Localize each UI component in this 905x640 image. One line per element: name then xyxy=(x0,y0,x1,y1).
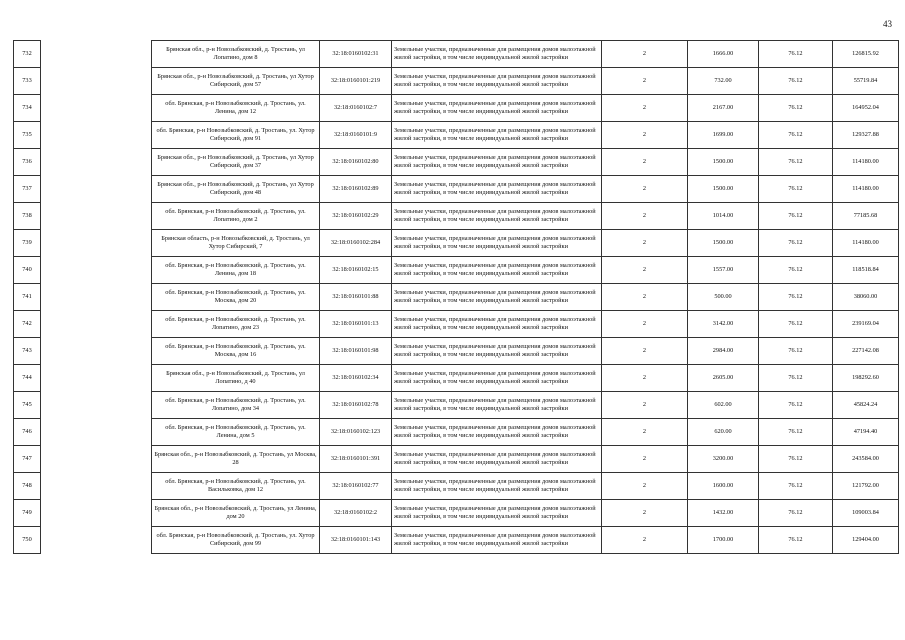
rate-cell: 76.12 xyxy=(759,149,833,176)
cadastral-number-cell: 32:18:0160102:80 xyxy=(320,149,392,176)
table-row xyxy=(14,473,899,500)
table-row xyxy=(14,284,899,311)
address-cell: Брянская обл., р-н Новозыбковский, д. Тростань, ул Лопатино, дом 8 xyxy=(152,41,320,68)
category-cell: 2 xyxy=(602,203,688,230)
land-use-cell: Земельные участки, предназначенные для размещения домов малоэтажной жилой застройки, в том числе индивидуальной жилой застройки xyxy=(392,365,602,392)
category-cell: 2 xyxy=(602,176,688,203)
row-number: 744 xyxy=(14,365,41,392)
spacer-cell xyxy=(41,473,152,500)
land-use-cell: Земельные участки, предназначенные для размещения домов малоэтажной жилой застройки, в том числе индивидуальной жилой застройки xyxy=(392,176,602,203)
table-row xyxy=(14,500,899,527)
category-cell: 2 xyxy=(602,527,688,554)
category-cell: 2 xyxy=(602,338,688,365)
cadastral-number-cell: 32:18:0160102:7 xyxy=(320,95,392,122)
rate-cell: 76.12 xyxy=(759,122,833,149)
land-use-cell: Земельные участки, предназначенные для размещения домов малоэтажной жилой застройки, в том числе индивидуальной жилой застройки xyxy=(392,230,602,257)
cadastral-value-cell: 47194.40 xyxy=(833,419,899,446)
row-number: 747 xyxy=(14,446,41,473)
area-cell: 1700.00 xyxy=(688,527,759,554)
area-cell: 2167.00 xyxy=(688,95,759,122)
spacer-cell xyxy=(41,122,152,149)
category-cell: 2 xyxy=(602,419,688,446)
row-number: 748 xyxy=(14,473,41,500)
rate-cell: 76.12 xyxy=(759,365,833,392)
land-use-cell: Земельные участки, предназначенные для размещения домов малоэтажной жилой застройки, в том числе индивидуальной жилой застройки xyxy=(392,284,602,311)
rate-cell: 76.12 xyxy=(759,473,833,500)
cadastral-number-cell: 32:18:0160101:9 xyxy=(320,122,392,149)
table-row xyxy=(14,176,899,203)
row-number: 734 xyxy=(14,95,41,122)
spacer-cell xyxy=(41,176,152,203)
cadastral-value-cell: 55719.84 xyxy=(833,68,899,95)
cadastral-number-cell: 32:18:0160102:31 xyxy=(320,41,392,68)
spacer-cell xyxy=(41,230,152,257)
cadastral-number-cell: 32:18:0160102:34 xyxy=(320,365,392,392)
table-row xyxy=(14,527,899,554)
area-cell: 602.00 xyxy=(688,392,759,419)
cadastral-number-cell: 32:18:0160102:29 xyxy=(320,203,392,230)
rate-cell: 76.12 xyxy=(759,311,833,338)
address-cell: обл. Брянская, р-н Новозыбковский, д. Тростань, ул. Лопатино, дом 2 xyxy=(152,203,320,230)
row-number: 736 xyxy=(14,149,41,176)
category-cell: 2 xyxy=(602,68,688,95)
spacer-cell xyxy=(41,527,152,554)
area-cell: 2605.00 xyxy=(688,365,759,392)
spacer-cell xyxy=(41,284,152,311)
address-cell: Брянская обл., р-н Новозыбковский, д. Тростань, ул Хутор Сибирский, дом 37 xyxy=(152,149,320,176)
rate-cell: 76.12 xyxy=(759,500,833,527)
table-row xyxy=(14,338,899,365)
land-registry-table xyxy=(13,40,899,554)
row-number: 739 xyxy=(14,230,41,257)
cadastral-value-cell: 239169.04 xyxy=(833,311,899,338)
table-row xyxy=(14,149,899,176)
rate-cell: 76.12 xyxy=(759,338,833,365)
land-use-cell: Земельные участки, предназначенные для размещения домов малоэтажной жилой застройки, в том числе индивидуальной жилой застройки xyxy=(392,338,602,365)
area-cell: 3200.00 xyxy=(688,446,759,473)
cadastral-number-cell: 32:18:0160102:89 xyxy=(320,176,392,203)
category-cell: 2 xyxy=(602,284,688,311)
area-cell: 732.00 xyxy=(688,68,759,95)
spacer-cell xyxy=(41,41,152,68)
cadastral-number-cell: 32:18:0160101:143 xyxy=(320,527,392,554)
category-cell: 2 xyxy=(602,473,688,500)
area-cell: 2984.00 xyxy=(688,338,759,365)
spacer-cell xyxy=(41,257,152,284)
cadastral-number-cell: 32:18:0160101:219 xyxy=(320,68,392,95)
category-cell: 2 xyxy=(602,365,688,392)
cadastral-value-cell: 118518.84 xyxy=(833,257,899,284)
rate-cell: 76.12 xyxy=(759,41,833,68)
row-number: 733 xyxy=(14,68,41,95)
row-number: 742 xyxy=(14,311,41,338)
spacer-cell xyxy=(41,500,152,527)
area-cell: 1500.00 xyxy=(688,149,759,176)
table-row xyxy=(14,311,899,338)
land-use-cell: Земельные участки, предназначенные для размещения домов малоэтажной жилой застройки, в том числе индивидуальной жилой застройки xyxy=(392,500,602,527)
address-cell: обл. Брянская, р-н Новозыбковский, д. Тростань, ул. Ленина, дом 5 xyxy=(152,419,320,446)
category-cell: 2 xyxy=(602,149,688,176)
area-cell: 3142.00 xyxy=(688,311,759,338)
area-cell: 1557.00 xyxy=(688,257,759,284)
spacer-cell xyxy=(41,149,152,176)
area-cell: 1666.00 xyxy=(688,41,759,68)
cadastral-value-cell: 114180.00 xyxy=(833,149,899,176)
cadastral-number-cell: 32:18:0160102:77 xyxy=(320,473,392,500)
land-use-cell: Земельные участки, предназначенные для размещения домов малоэтажной жилой застройки, в том числе индивидуальной жилой застройки xyxy=(392,419,602,446)
category-cell: 2 xyxy=(602,95,688,122)
table-row xyxy=(14,68,899,95)
cadastral-value-cell: 77185.68 xyxy=(833,203,899,230)
spacer-cell xyxy=(41,338,152,365)
area-cell: 1500.00 xyxy=(688,230,759,257)
cadastral-number-cell: 32:18:0160102:123 xyxy=(320,419,392,446)
rate-cell: 76.12 xyxy=(759,527,833,554)
spacer-cell xyxy=(41,392,152,419)
area-cell: 500.00 xyxy=(688,284,759,311)
cadastral-value-cell: 129327.88 xyxy=(833,122,899,149)
rate-cell: 76.12 xyxy=(759,68,833,95)
row-number: 732 xyxy=(14,41,41,68)
address-cell: обл. Брянская, р-н Новозыбковский, д. Тростань, ул. Ленина, дом 12 xyxy=(152,95,320,122)
address-cell: обл. Брянская, р-н Новозыбковский, д. Тростань, ул. Лопатино, дом 34 xyxy=(152,392,320,419)
area-cell: 1699.00 xyxy=(688,122,759,149)
row-number: 737 xyxy=(14,176,41,203)
rate-cell: 76.12 xyxy=(759,176,833,203)
cadastral-number-cell: 32:18:0160101:13 xyxy=(320,311,392,338)
address-cell: Брянская обл., р-н Новозыбковский, д. Тростань, ул Москва, 28 xyxy=(152,446,320,473)
spacer-cell xyxy=(41,68,152,95)
cadastral-value-cell: 164952.04 xyxy=(833,95,899,122)
spacer-cell xyxy=(41,446,152,473)
table-row xyxy=(14,392,899,419)
row-number: 738 xyxy=(14,203,41,230)
land-use-cell: Земельные участки, предназначенные для размещения домов малоэтажной жилой застройки, в том числе индивидуальной жилой застройки xyxy=(392,257,602,284)
category-cell: 2 xyxy=(602,311,688,338)
cadastral-value-cell: 243584.00 xyxy=(833,446,899,473)
cadastral-value-cell: 45824.24 xyxy=(833,392,899,419)
category-cell: 2 xyxy=(602,446,688,473)
category-cell: 2 xyxy=(602,122,688,149)
address-cell: Брянская обл., р-н Новозыбковский, д. Тростань, ул Ленина, дом 20 xyxy=(152,500,320,527)
spacer-cell xyxy=(41,365,152,392)
address-cell: обл. Брянская, р-н Новозыбковский, д. Тростань, ул. Москва, дом 16 xyxy=(152,338,320,365)
cadastral-value-cell: 109003.84 xyxy=(833,500,899,527)
land-use-cell: Земельные участки, предназначенные для размещения домов малоэтажной жилой застройки, в том числе индивидуальной жилой застройки xyxy=(392,149,602,176)
address-cell: обл. Брянская, р-н Новозыбковский, д. Тростань, ул. Ленина, дом 18 xyxy=(152,257,320,284)
area-cell: 620.00 xyxy=(688,419,759,446)
cadastral-value-cell: 129404.00 xyxy=(833,527,899,554)
address-cell: обл. Брянская, р-н Новозыбковский, д. Тростань, ул. Лопатино, дом 23 xyxy=(152,311,320,338)
table-row xyxy=(14,41,899,68)
row-number: 746 xyxy=(14,419,41,446)
cadastral-value-cell: 227142.08 xyxy=(833,338,899,365)
table-row xyxy=(14,230,899,257)
address-cell: Брянская обл., р-н Новозыбковский, д. Тростань, ул Хутор Сибирский, дом 57 xyxy=(152,68,320,95)
land-use-cell: Земельные участки, предназначенные для размещения домов малоэтажной жилой застройки, в том числе индивидуальной жилой застройки xyxy=(392,392,602,419)
rate-cell: 76.12 xyxy=(759,419,833,446)
category-cell: 2 xyxy=(602,230,688,257)
row-number: 741 xyxy=(14,284,41,311)
land-use-cell: Земельные участки, предназначенные для размещения домов малоэтажной жилой застройки, в том числе индивидуальной жилой застройки xyxy=(392,527,602,554)
row-number: 750 xyxy=(14,527,41,554)
category-cell: 2 xyxy=(602,500,688,527)
cadastral-value-cell: 126815.92 xyxy=(833,41,899,68)
cadastral-number-cell: 32:18:0160101:88 xyxy=(320,284,392,311)
table-body xyxy=(14,41,899,554)
land-use-cell: Земельные участки, предназначенные для размещения домов малоэтажной жилой застройки, в том числе индивидуальной жилой застройки xyxy=(392,41,602,68)
category-cell: 2 xyxy=(602,392,688,419)
cadastral-number-cell: 32:18:0160102:2 xyxy=(320,500,392,527)
address-cell: обл. Брянская, р-н Новозыбковский, д. Тростань, ул. Москва, дом 20 xyxy=(152,284,320,311)
area-cell: 1432.00 xyxy=(688,500,759,527)
table-row xyxy=(14,203,899,230)
rate-cell: 76.12 xyxy=(759,257,833,284)
cadastral-number-cell: 32:18:0160101:98 xyxy=(320,338,392,365)
spacer-cell xyxy=(41,419,152,446)
cadastral-value-cell: 198292.60 xyxy=(833,365,899,392)
row-number: 745 xyxy=(14,392,41,419)
row-number: 743 xyxy=(14,338,41,365)
address-cell: Брянская обл., р-н Новозыбковский, д. Тростань, ул Хутор Сибирский, дом 48 xyxy=(152,176,320,203)
land-use-cell: Земельные участки, предназначенные для размещения домов малоэтажной жилой застройки, в том числе индивидуальной жилой застройки xyxy=(392,446,602,473)
spacer-cell xyxy=(41,311,152,338)
cadastral-value-cell: 38060.00 xyxy=(833,284,899,311)
address-cell: Брянская область, р-н Новозыбковский, д. Тростань, ул Хутор Сибирский, 7 xyxy=(152,230,320,257)
address-cell: обл. Брянская, р-н Новозыбковский, д. Тростань, ул. Хутор Сибирский, дом 99 xyxy=(152,527,320,554)
cadastral-value-cell: 114180.00 xyxy=(833,176,899,203)
table-row xyxy=(14,419,899,446)
area-cell: 1014.00 xyxy=(688,203,759,230)
land-use-cell: Земельные участки, предназначенные для размещения домов малоэтажной жилой застройки, в том числе индивидуальной жилой застройки xyxy=(392,473,602,500)
page-number: 43 xyxy=(883,19,892,29)
row-number: 740 xyxy=(14,257,41,284)
cadastral-value-cell: 114180.00 xyxy=(833,230,899,257)
row-number: 749 xyxy=(14,500,41,527)
rate-cell: 76.12 xyxy=(759,95,833,122)
address-cell: обл. Брянская, р-н Новозыбковский, д. Тростань, ул. Васильковка, дом 12 xyxy=(152,473,320,500)
area-cell: 1500.00 xyxy=(688,176,759,203)
spacer-cell xyxy=(41,95,152,122)
table-row xyxy=(14,446,899,473)
table-row xyxy=(14,95,899,122)
cadastral-number-cell: 32:18:0160102:15 xyxy=(320,257,392,284)
table-row xyxy=(14,257,899,284)
land-use-cell: Земельные участки, предназначенные для размещения домов малоэтажной жилой застройки, в том числе индивидуальной жилой застройки xyxy=(392,203,602,230)
rate-cell: 76.12 xyxy=(759,284,833,311)
cadastral-number-cell: 32:18:0160102:78 xyxy=(320,392,392,419)
land-use-cell: Земельные участки, предназначенные для размещения домов малоэтажной жилой застройки, в том числе индивидуальной жилой застройки xyxy=(392,95,602,122)
rate-cell: 76.12 xyxy=(759,446,833,473)
cadastral-number-cell: 32:18:0160101:391 xyxy=(320,446,392,473)
land-use-cell: Земельные участки, предназначенные для размещения домов малоэтажной жилой застройки, в том числе индивидуальной жилой застройки xyxy=(392,311,602,338)
spacer-cell xyxy=(41,203,152,230)
rate-cell: 76.12 xyxy=(759,392,833,419)
land-use-cell: Земельные участки, предназначенные для размещения домов малоэтажной жилой застройки, в том числе индивидуальной жилой застройки xyxy=(392,122,602,149)
land-use-cell: Земельные участки, предназначенные для размещения домов малоэтажной жилой застройки, в том числе индивидуальной жилой застройки xyxy=(392,68,602,95)
category-cell: 2 xyxy=(602,41,688,68)
table-row xyxy=(14,365,899,392)
cadastral-number-cell: 32:18:0160102:284 xyxy=(320,230,392,257)
address-cell: обл. Брянская, р-н Новозыбковский, д. Тростань, ул. Хутор Сибирский, дом 91 xyxy=(152,122,320,149)
rate-cell: 76.12 xyxy=(759,203,833,230)
cadastral-value-cell: 121792.00 xyxy=(833,473,899,500)
address-cell: Брянская обл., р-н Новозыбковский, д. Тростань, ул Лопатино, д 40 xyxy=(152,365,320,392)
area-cell: 1600.00 xyxy=(688,473,759,500)
row-number: 735 xyxy=(14,122,41,149)
rate-cell: 76.12 xyxy=(759,230,833,257)
table-row xyxy=(14,122,899,149)
category-cell: 2 xyxy=(602,257,688,284)
